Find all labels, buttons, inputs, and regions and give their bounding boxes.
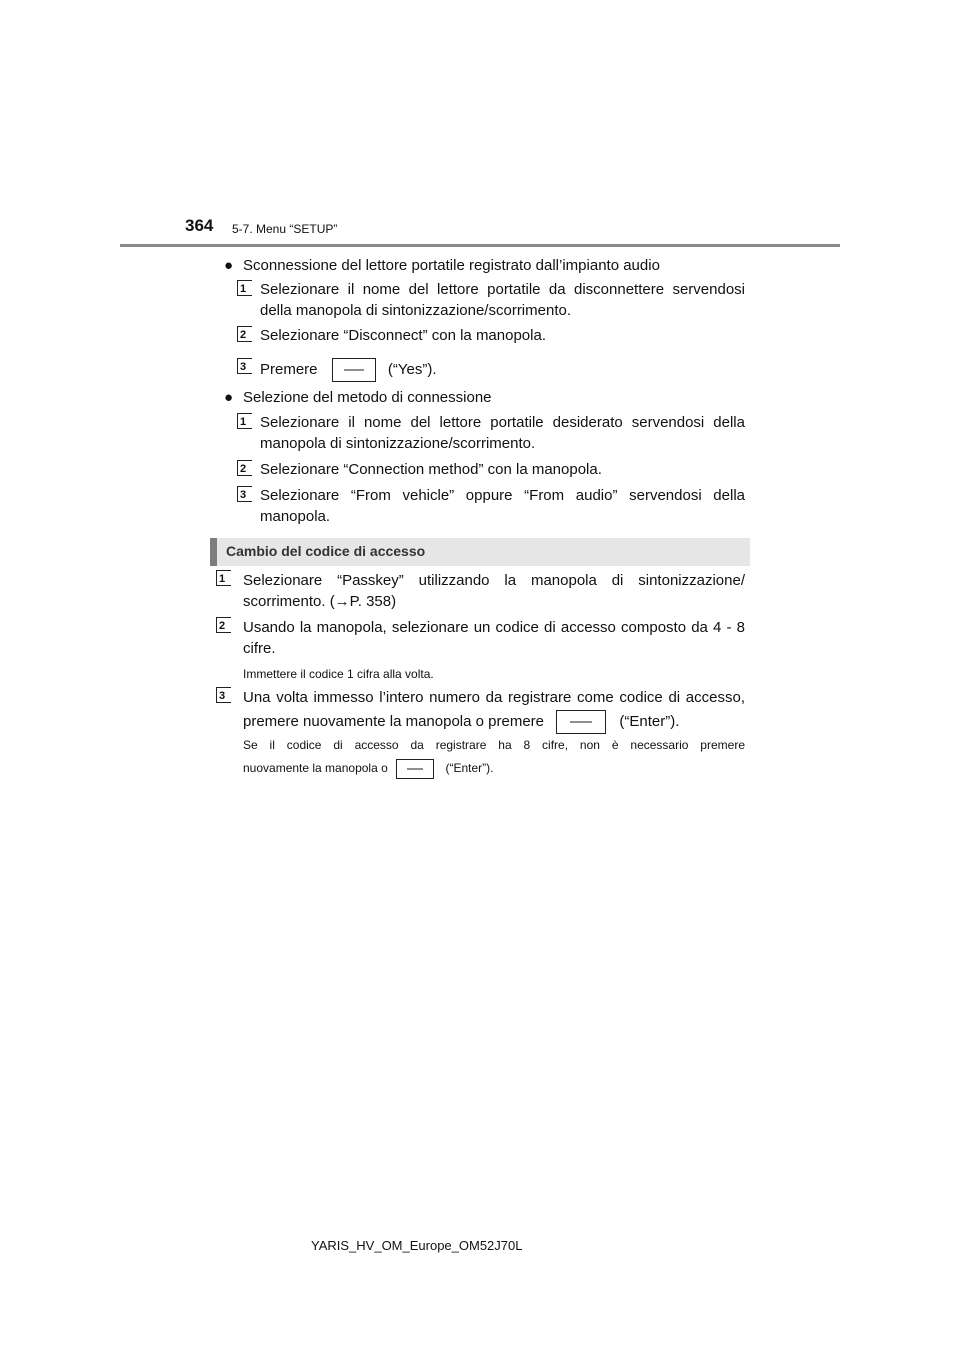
passkey-step-2-note: Immettere il codice 1 cifra alla volta. [243,667,434,681]
section-heading [210,538,750,566]
method-bullet [224,388,764,408]
method-step-2 [260,459,745,480]
disconnect-step-2 [260,325,745,346]
text-line: Una volta immesso l’intero numero da registrare come codice di accesso, [243,689,745,706]
disconnect-step-3 [260,358,745,382]
method-title: Selezione del metodo di connessione [243,389,492,406]
step-text: (“Enter”). [619,712,680,730]
step-number-2: 2 [237,460,252,476]
method-step-3 [260,485,745,527]
text-line [243,710,745,734]
step-number-1: 1 [216,570,231,586]
note-text: nuovamente la manopola o [243,761,388,776]
step-number-1: 1 [237,413,252,429]
section-label: 5-7. Menu “SETUP” [232,222,338,236]
step-number-2: 2 [237,326,252,342]
note-text: (“Enter”). [445,761,494,776]
passkey-step-2 [243,617,745,659]
enter-button-icon [556,710,606,734]
text-line: manopola. [260,508,331,525]
step-number-3: 3 [237,486,252,502]
disconnect-title: Sconnessione del lettore portatile registrato dall’impianto audio [243,257,660,274]
page-number: 364 [185,216,214,235]
text-line: Selezionare il nome del lettore portatile desiderato servendosi della [260,414,745,431]
text-line: della manopola di sintonizzazione/scorrimento. [260,302,572,319]
text-line: scorrimento. (→P. 358) [243,593,397,610]
text-line: Selezionare “Passkey” utilizzando la manopola di sintonizzazione/ [243,572,745,589]
enter-button-icon [396,759,434,779]
step-number-1: 1 [237,280,252,296]
text-line: Selezionare “Disconnect” con la manopola. [260,327,546,344]
header-divider [120,244,840,247]
step-text: (“Yes”). [387,360,437,378]
step-number-3: 3 [237,358,252,374]
bullet-icon: ● [224,257,234,274]
text-line: Selezionare “From vehicle” oppure “From audio” servendosi della [260,487,745,504]
passkey-step-3-note-continued [243,759,493,779]
step-number-3: 3 [216,687,231,703]
text-line: manopola di sintonizzazione/scorrimento. [260,435,536,452]
disconnect-bullet [224,256,764,276]
bullet-icon: ● [224,389,234,406]
passkey-step-3-note: Se il codice di accesso da registrare ha 8 cifre, non è necessario premere [243,738,745,752]
method-step-1 [260,412,745,454]
section-heading-text: Cambio del codice di accesso [226,543,426,559]
text-line: Usando la manopola, selezionare un codice di accesso composto da 4 - 8 [243,619,745,636]
text-line: cifre. [243,640,276,657]
yes-button-icon [332,358,376,382]
disconnect-step-1 [260,279,745,321]
document-footer: YARIS_HV_OM_Europe_OM52J70L [311,1238,523,1253]
step-text: premere nuovamente la manopola o premere [243,712,545,730]
text-line: Selezionare “Connection method” con la manopola. [260,461,602,478]
step-text: Premere [260,360,318,378]
passkey-step-1 [243,570,745,612]
text-line: Selezionare il nome del lettore portatile da disconnettere servendosi [260,281,745,298]
passkey-step-3 [243,687,745,734]
text-line [260,358,745,382]
step-number-2: 2 [216,617,231,633]
